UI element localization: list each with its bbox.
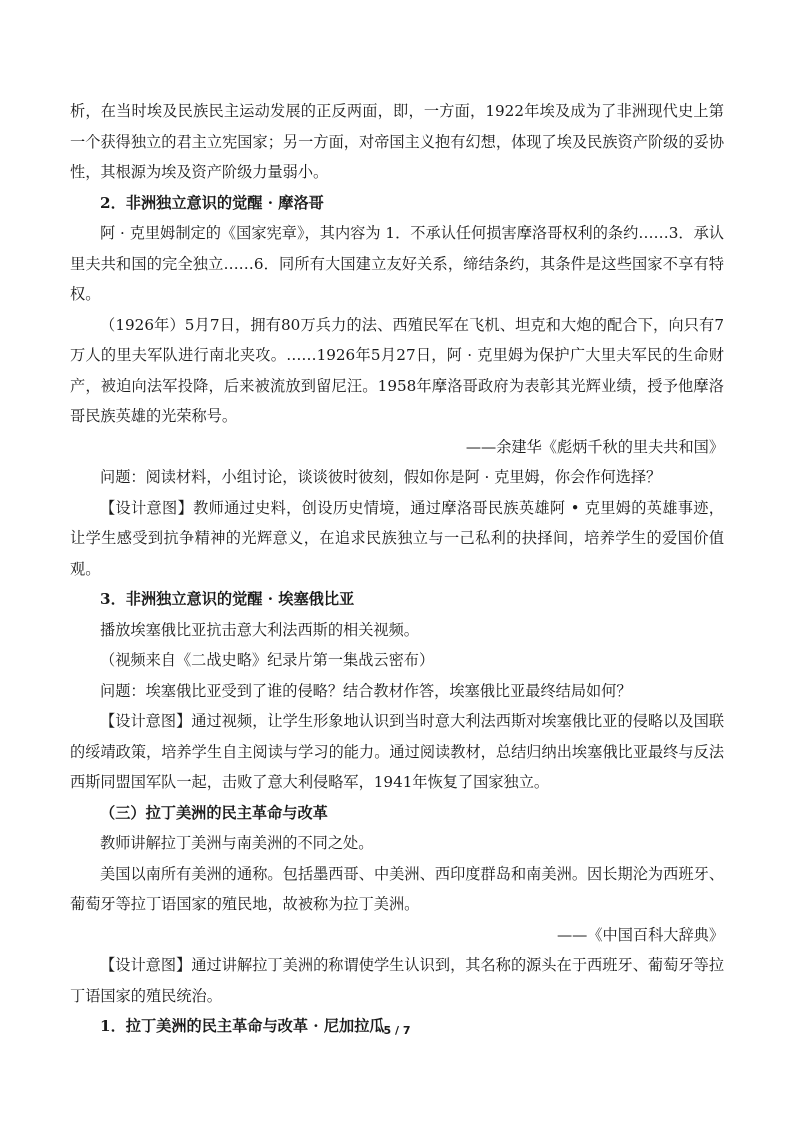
paragraph-teacher-explains: 教师讲解拉丁美洲与南美洲的不同之处。 [100, 834, 374, 852]
design-intent-paragraph: 【设计意图】教师通过史料，创设历史情境，通过摩洛哥民族英雄阿 • 克里姆的英雄事迹，让学生感受到抗争精神的光辉意义，在追求民族独立与一己私利的抉择间，培养学生的爱国价值观。 [70, 498, 724, 578]
citation-source: ——《中国百科大辞典》 [556, 925, 724, 944]
section-heading-ethiopia: 3．非洲独立意识的觉醒 · 埃塞俄比亚 [100, 590, 355, 608]
question-paragraph: 问题：阅读材料，小组讨论，谈谈彼时彼刻，假如你是阿 · 克里姆，你会作何选择？ [100, 468, 662, 486]
design-intent-paragraph: 【设计意图】通过讲解拉丁美洲的称谓使学生认识到，其名称的源头在于西班牙、葡萄牙等拉丁语国家的殖民统治。 [70, 956, 724, 1005]
question-paragraph: 问题：埃塞俄比亚受到了谁的侵略？结合教材作答，埃塞俄比亚最终结局如何？ [100, 681, 632, 700]
paragraph-latin-america-definition: 美国以南所有美洲的通称。包括墨西哥、中美洲、西印度群岛和南美洲。因长期沦为西班牙、葡萄牙等拉丁语国家的殖民地，故被称为拉丁美洲。 [70, 864, 724, 913]
section-heading-nicaragua: 1．拉丁美洲的民主革命与改革 · 尼加拉瓜 [100, 1017, 385, 1035]
design-intent-paragraph: 【设计意图】通过视频，让学生形象地认识到当时意大利法西斯对埃塞俄比亚的侵略以及国联的绥靖政策，培养学生自主阅读与学习的能力。通过阅读教材，总结归纳出埃塞俄比亚最终与反法西斯同盟国军队一起，击败了意大利侵略军，1941年恢复了国家独立。 [70, 712, 724, 791]
document-body [70, 96, 724, 1042]
page-number: 5 / 7 [383, 1024, 411, 1037]
paragraph-national-charter: 阿 · 克里姆制定的《国家宪章》，其内容为 1．不承认任何损害摩洛哥权利的条约……3．承认里夫共和国的完全独立……6．同所有大国建立友好关系，缔结条约，其条件是这些国家不享有特权。 [70, 224, 724, 303]
paragraph-egypt-analysis: 析，在当时埃及民族民主运动发展的正反两面，即，一方面，1922年埃及成为了非洲现代史上第一个获得独立的君主立宪国家；另一方面，对帝国主义抱有幻想，体现了埃及民族资产阶级的妥协性，其根源为埃及资产阶级力量弱小。 [70, 102, 724, 181]
citation-source: ——余建华《彪炳千秋的里夫共和国》 [465, 437, 724, 456]
paragraph-video: 播放埃塞俄比亚抗击意大利法西斯的相关视频。 [100, 620, 419, 639]
section-heading-latin-america: （三）拉丁美洲的民主革命与改革 [100, 803, 328, 822]
paragraph-video-source: （视频来自《二战史略》纪录片第一集战云密布） [100, 651, 435, 669]
paragraph-rif-war: （1926年）5月7日，拥有80万兵力的法、西殖民军在飞机、坦克和大炮的配合下，向只有7万人的里夫军队进行南北夹攻。……1926年5月27日，阿 · 克里姆为保护广大里夫军民的生命财产，被迫向法军投降，后来被流放到留尼汪。1958年摩洛哥政府为表彰其光辉业绩，授予他摩洛哥民族英雄的光荣称号。 [70, 315, 724, 425]
section-heading-morocco: 2．非洲独立意识的觉醒 · 摩洛哥 [100, 193, 324, 212]
